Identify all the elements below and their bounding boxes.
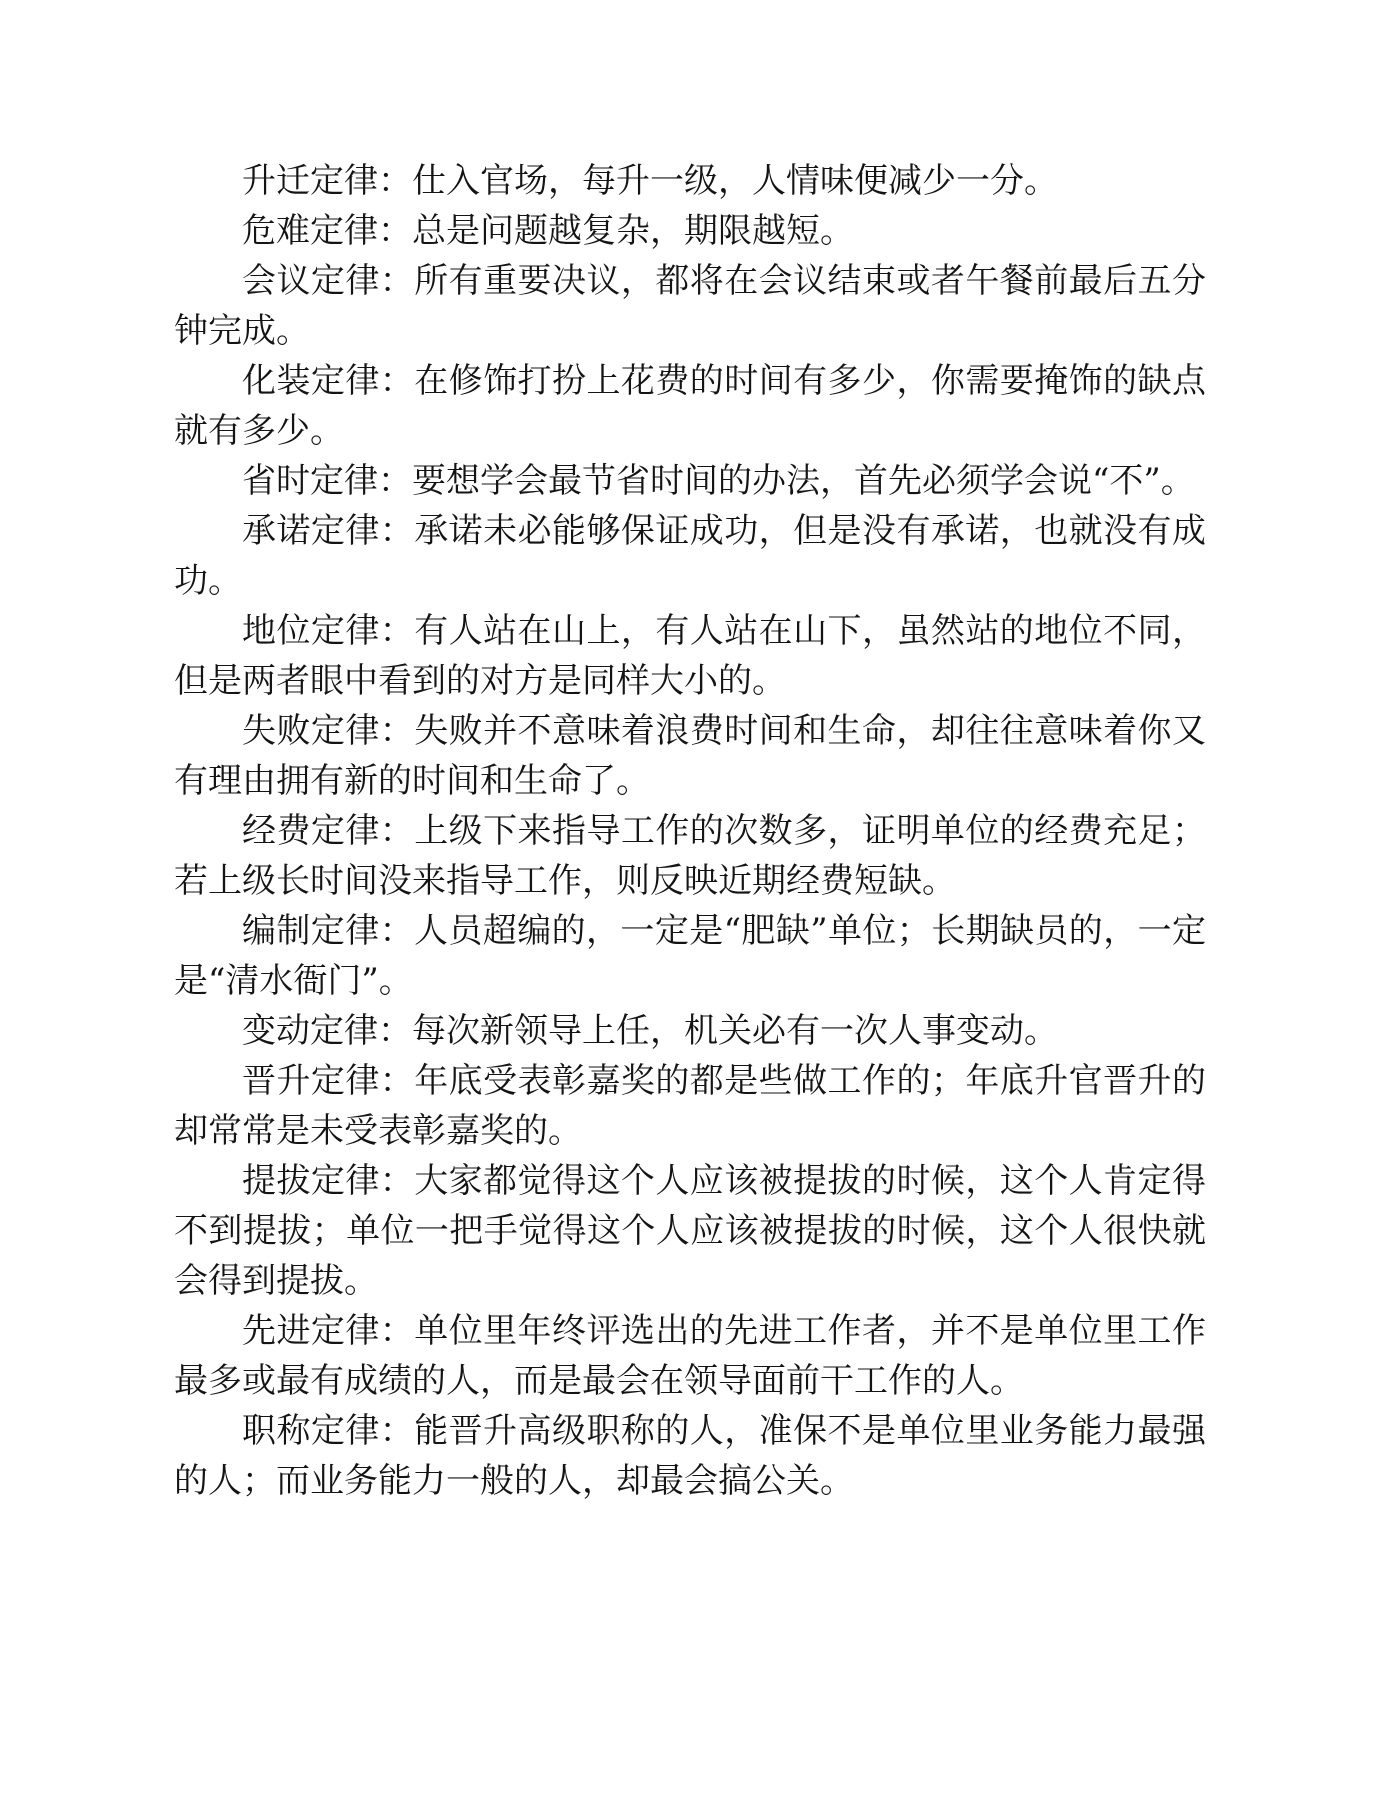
paragraph-selection-law: 提拔定律：大家都觉得这个人应该被提拔的时候，这个人肯定得不到提拔；单位一把手觉得这个人应该被提拔的时候，这个人很快就会得到提拔。 bbox=[174, 1161, 1206, 1301]
paragraph-failure-law: 失败定律：失败并不意味着浪费时间和生命，却往往意味着你又有理由拥有新的时间和生命了。 bbox=[174, 711, 1206, 801]
paragraph-crisis-law: 危难定律：总是问题越复杂，期限越短。 bbox=[242, 211, 854, 251]
paragraph-commitment-law: 承诺定律：承诺未必能够保证成功，但是没有承诺，也就没有成功。 bbox=[174, 511, 1206, 601]
document-body bbox=[174, 156, 1206, 1506]
paragraph-makeup-law: 化装定律：在修饰打扮上花费的时间有多少，你需要掩饰的缺点就有多少。 bbox=[174, 361, 1206, 451]
paragraph-staffing-law: 编制定律：人员超编的，一定是“肥缺”单位；长期缺员的，一定是“清水衙门”。 bbox=[174, 911, 1206, 1001]
paragraph-status-law: 地位定律：有人站在山上，有人站在山下，虽然站的地位不同，但是两者眼中看到的对方是同样大小的。 bbox=[174, 611, 1206, 701]
paragraph-title-law: 职称定律：能晋升高级职称的人，准保不是单位里业务能力最强的人；而业务能力一般的人，却最会搞公关。 bbox=[174, 1411, 1206, 1501]
paragraph-time-saving-law: 省时定律：要想学会最节省时间的办法，首先必须学会说“不”。 bbox=[242, 461, 1195, 501]
paragraph-promotion-law: 升迁定律：仕入官场，每升一级，人情味便减少一分。 bbox=[242, 161, 1058, 201]
paragraph-advanced-worker-law: 先进定律：单位里年终评选出的先进工作者，并不是单位里工作最多或最有成绩的人，而是最会在领导面前干工作的人。 bbox=[174, 1311, 1206, 1401]
paragraph-funding-law: 经费定律：上级下来指导工作的次数多，证明单位的经费充足；若上级长时间没来指导工作，则反映近期经费短缺。 bbox=[174, 811, 1206, 901]
paragraph-advancement-law: 晋升定律：年底受表彰嘉奖的都是些做工作的；年底升官晋升的却常常是未受表彰嘉奖的。 bbox=[174, 1061, 1206, 1151]
paragraph-change-law: 变动定律：每次新领导上任，机关必有一次人事变动。 bbox=[242, 1011, 1058, 1051]
paragraph-meeting-law: 会议定律：所有重要决议，都将在会议结束或者午餐前最后五分钟完成。 bbox=[174, 261, 1206, 351]
